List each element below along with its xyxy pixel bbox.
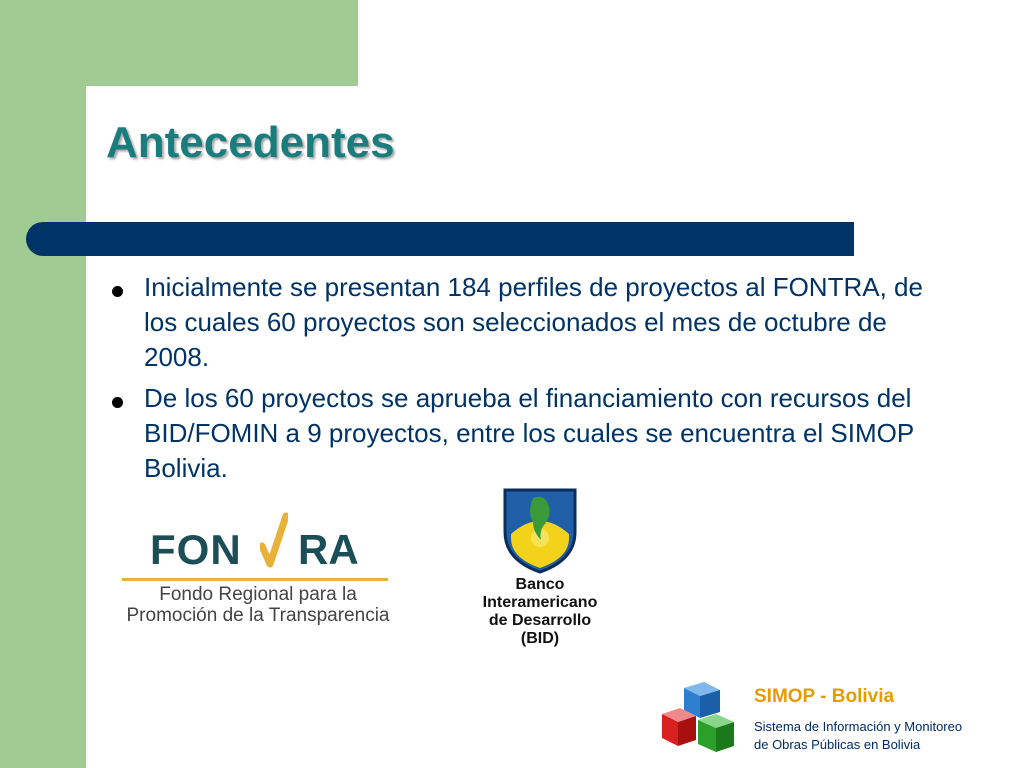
bid-name-line1: Banco	[515, 576, 565, 593]
simop-subtitle-line1: Sistema de Información y Monitoreo	[754, 719, 963, 734]
bid-name-line3: de Desarrollo	[488, 612, 592, 629]
simop-title: SIMOP - Bolivia	[754, 686, 895, 707]
left-decor-band	[0, 0, 86, 768]
bullet-dot-icon	[112, 397, 123, 408]
fontra-name-right: RA	[298, 526, 359, 573]
bullet-dot-icon	[112, 286, 123, 297]
bid-name-line2: Interamericano	[482, 594, 598, 611]
fontra-logo	[108, 504, 408, 634]
simop-cubes-icon	[656, 680, 746, 760]
top-decor-band	[0, 0, 358, 86]
fontra-divider	[122, 578, 388, 581]
bid-shield-icon	[503, 488, 577, 574]
bullet-list	[106, 270, 956, 492]
bullet-text: De los 60 proyectos se aprueba el financiamiento con recursos del BID/FOMIN a 9 proyectos, entre los cuales se encuentra el SIMOP Bolivia.	[144, 383, 914, 483]
fontra-subtitle-line1: Fondo Regional para la	[159, 584, 357, 605]
bid-name	[455, 576, 625, 648]
bullet-item	[106, 381, 956, 486]
fontra-subtitle	[108, 584, 408, 626]
title-underline-bar	[26, 222, 854, 256]
fontra-subtitle-line2: Promoción de la Transparencia	[126, 605, 390, 626]
bullet-item	[106, 270, 956, 375]
simop-subtitle	[754, 718, 962, 754]
bullet-text: Inicialmente se presentan 184 perfiles de proyectos al FONTRA, de los cuales 60 proyectos son seleccionados el mes de octubre de 2008.	[144, 272, 923, 372]
fontra-name-left: FON	[150, 526, 242, 573]
slide-title: Antecedentes	[106, 118, 395, 167]
bid-name-line4: (BID)	[520, 630, 560, 647]
checkmark-icon	[260, 512, 288, 570]
simop-subtitle-line2: de Obras Públicas en Bolivia	[754, 737, 921, 752]
